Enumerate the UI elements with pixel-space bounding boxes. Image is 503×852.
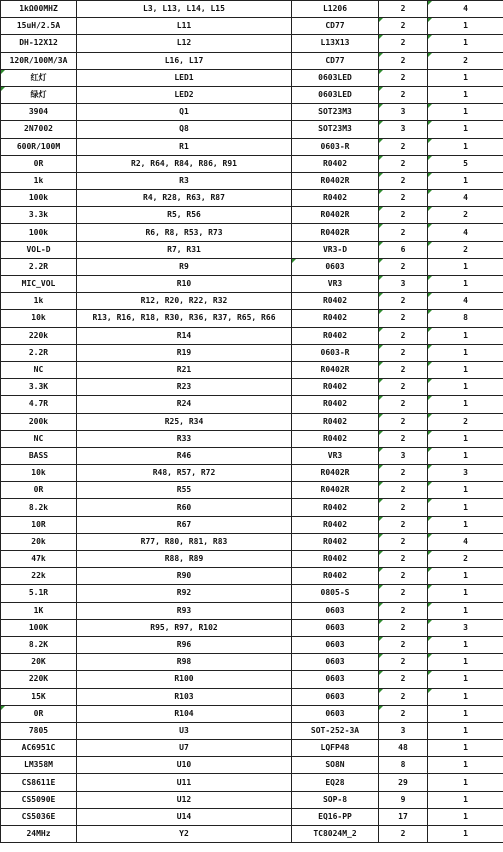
quantity-cell: 1 xyxy=(428,361,503,378)
table-row xyxy=(1,791,503,808)
designator-cell: LED2 xyxy=(77,86,292,103)
pin-count-cell: 29 xyxy=(379,774,428,791)
value-cell: 10k xyxy=(1,310,77,327)
designator-cell: U14 xyxy=(77,808,292,825)
quantity-cell: 2 xyxy=(428,551,503,568)
footprint-cell: R0402R xyxy=(292,207,379,224)
footprint-cell: R0402 xyxy=(292,413,379,430)
value-cell: 8.2k xyxy=(1,499,77,516)
value-cell: 47k xyxy=(1,551,77,568)
quantity-cell: 1 xyxy=(428,757,503,774)
footprint-cell: CD77 xyxy=(292,18,379,35)
pin-count-cell: 2 xyxy=(379,671,428,688)
table-row xyxy=(1,482,503,499)
pin-count-cell: 2 xyxy=(379,86,428,103)
footprint-cell: R0402 xyxy=(292,533,379,550)
value-cell: 24MHz xyxy=(1,826,77,843)
pin-count-cell: 2 xyxy=(379,619,428,636)
quantity-cell: 3 xyxy=(428,619,503,636)
table-row xyxy=(1,327,503,344)
table-row xyxy=(1,740,503,757)
quantity-cell: 1 xyxy=(428,705,503,722)
designator-cell: R9 xyxy=(77,258,292,275)
designator-cell: R14 xyxy=(77,327,292,344)
quantity-cell: 1 xyxy=(428,636,503,653)
pin-count-cell: 2 xyxy=(379,258,428,275)
value-cell: AC6951C xyxy=(1,740,77,757)
pin-count-cell: 2 xyxy=(379,551,428,568)
value-cell: VOL-D xyxy=(1,241,77,258)
quantity-cell: 3 xyxy=(428,465,503,482)
table-row xyxy=(1,430,503,447)
quantity-cell: 1 xyxy=(428,396,503,413)
value-cell: 2.2R xyxy=(1,344,77,361)
designator-cell: R92 xyxy=(77,585,292,602)
pin-count-cell: 2 xyxy=(379,826,428,843)
designator-cell: U10 xyxy=(77,757,292,774)
quantity-cell: 4 xyxy=(428,190,503,207)
footprint-cell: 0603-R xyxy=(292,344,379,361)
designator-cell: L12 xyxy=(77,35,292,52)
table-row xyxy=(1,585,503,602)
pin-count-cell: 48 xyxy=(379,740,428,757)
footprint-cell: 0603 xyxy=(292,688,379,705)
designator-cell: R95, R97, R102 xyxy=(77,619,292,636)
designator-cell: R23 xyxy=(77,379,292,396)
quantity-cell: 1 xyxy=(428,172,503,189)
footprint-cell: LQFP48 xyxy=(292,740,379,757)
table-row xyxy=(1,18,503,35)
pin-count-cell: 2 xyxy=(379,705,428,722)
designator-cell: R4, R28, R63, R87 xyxy=(77,190,292,207)
value-cell: 1K xyxy=(1,602,77,619)
footprint-cell: R0402 xyxy=(292,293,379,310)
footprint-cell: R0402R xyxy=(292,482,379,499)
quantity-cell: 4 xyxy=(428,224,503,241)
quantity-cell: 4 xyxy=(428,293,503,310)
quantity-cell: 1 xyxy=(428,654,503,671)
table-row xyxy=(1,207,503,224)
footprint-cell: 0603 xyxy=(292,636,379,653)
table-row xyxy=(1,121,503,138)
quantity-cell: 1 xyxy=(428,722,503,739)
quantity-cell: 1 xyxy=(428,86,503,103)
value-cell: 15uH/2.5A xyxy=(1,18,77,35)
value-cell: 0R xyxy=(1,482,77,499)
footprint-cell: R0402 xyxy=(292,516,379,533)
quantity-cell: 1 xyxy=(428,826,503,843)
footprint-cell: 0805-S xyxy=(292,585,379,602)
designator-cell: Q1 xyxy=(77,104,292,121)
designator-cell: R96 xyxy=(77,636,292,653)
designator-cell: U11 xyxy=(77,774,292,791)
table-row xyxy=(1,499,503,516)
designator-cell: R55 xyxy=(77,482,292,499)
value-cell: CS8611E xyxy=(1,774,77,791)
table-row xyxy=(1,774,503,791)
footprint-cell: SOT23M3 xyxy=(292,104,379,121)
quantity-cell: 2 xyxy=(428,413,503,430)
value-cell: 10R xyxy=(1,516,77,533)
quantity-cell: 1 xyxy=(428,774,503,791)
footprint-cell: VR3-D xyxy=(292,241,379,258)
value-cell: 100k xyxy=(1,224,77,241)
table-row xyxy=(1,86,503,103)
pin-count-cell: 3 xyxy=(379,104,428,121)
designator-cell: R67 xyxy=(77,516,292,533)
pin-count-cell: 9 xyxy=(379,791,428,808)
pin-count-cell: 2 xyxy=(379,465,428,482)
designator-cell: R25, R34 xyxy=(77,413,292,430)
designator-cell: U7 xyxy=(77,740,292,757)
pin-count-cell: 2 xyxy=(379,35,428,52)
designator-cell: R19 xyxy=(77,344,292,361)
quantity-cell: 2 xyxy=(428,207,503,224)
table-row xyxy=(1,310,503,327)
footprint-cell: 0603 xyxy=(292,602,379,619)
pin-count-cell: 2 xyxy=(379,344,428,361)
quantity-cell: 8 xyxy=(428,310,503,327)
footprint-cell: 0603-R xyxy=(292,138,379,155)
value-cell: 600R/100M xyxy=(1,138,77,155)
table-row xyxy=(1,757,503,774)
table-row xyxy=(1,224,503,241)
pin-count-cell: 2 xyxy=(379,310,428,327)
footprint-cell: 0603 xyxy=(292,671,379,688)
designator-cell: R46 xyxy=(77,447,292,464)
value-cell: 120R/100M/3A xyxy=(1,52,77,69)
bom-rows xyxy=(1,1,503,843)
quantity-cell: 4 xyxy=(428,1,503,18)
designator-cell: U3 xyxy=(77,722,292,739)
designator-cell: L16, L17 xyxy=(77,52,292,69)
footprint-cell: R0402 xyxy=(292,499,379,516)
table-row xyxy=(1,619,503,636)
table-row xyxy=(1,293,503,310)
value-cell: CS5036E xyxy=(1,808,77,825)
table-row xyxy=(1,671,503,688)
pin-count-cell: 2 xyxy=(379,533,428,550)
footprint-cell: 0603 xyxy=(292,705,379,722)
designator-cell: Y2 xyxy=(77,826,292,843)
pin-count-cell: 2 xyxy=(379,568,428,585)
table-row xyxy=(1,722,503,739)
footprint-cell: 0603 xyxy=(292,619,379,636)
pin-count-cell: 2 xyxy=(379,688,428,705)
pin-count-cell: 2 xyxy=(379,1,428,18)
quantity-cell: 1 xyxy=(428,327,503,344)
quantity-cell: 1 xyxy=(428,344,503,361)
value-cell: 5.1R xyxy=(1,585,77,602)
table-row xyxy=(1,190,503,207)
quantity-cell: 1 xyxy=(428,258,503,275)
pin-count-cell: 17 xyxy=(379,808,428,825)
table-row xyxy=(1,705,503,722)
pin-count-cell: 6 xyxy=(379,241,428,258)
pin-count-cell: 3 xyxy=(379,722,428,739)
quantity-cell: 1 xyxy=(428,447,503,464)
quantity-cell: 1 xyxy=(428,808,503,825)
value-cell: LM358M xyxy=(1,757,77,774)
pin-count-cell: 2 xyxy=(379,396,428,413)
pin-count-cell: 2 xyxy=(379,69,428,86)
value-cell: BASS xyxy=(1,447,77,464)
table-row xyxy=(1,413,503,430)
table-row xyxy=(1,636,503,653)
designator-cell: R3 xyxy=(77,172,292,189)
designator-cell: R104 xyxy=(77,705,292,722)
footprint-cell: R0402 xyxy=(292,310,379,327)
designator-cell: LED1 xyxy=(77,69,292,86)
footprint-cell: R0402R xyxy=(292,224,379,241)
designator-cell: R6, R8, R53, R73 xyxy=(77,224,292,241)
footprint-cell: R0402 xyxy=(292,379,379,396)
footprint-cell: R0402 xyxy=(292,190,379,207)
value-cell: 4.7R xyxy=(1,396,77,413)
value-cell: 100k xyxy=(1,190,77,207)
designator-cell: R60 xyxy=(77,499,292,516)
designator-cell: R5, R56 xyxy=(77,207,292,224)
footprint-cell: 0603LED xyxy=(292,69,379,86)
quantity-cell: 4 xyxy=(428,533,503,550)
value-cell: 0R xyxy=(1,155,77,172)
pin-count-cell: 2 xyxy=(379,499,428,516)
value-cell: 22k xyxy=(1,568,77,585)
pin-count-cell: 2 xyxy=(379,413,428,430)
pin-count-cell: 2 xyxy=(379,430,428,447)
table-row xyxy=(1,551,503,568)
quantity-cell: 1 xyxy=(428,104,503,121)
pin-count-cell: 2 xyxy=(379,379,428,396)
footprint-cell: TC8024M_2 xyxy=(292,826,379,843)
pin-count-cell: 2 xyxy=(379,636,428,653)
designator-cell: R93 xyxy=(77,602,292,619)
table-row xyxy=(1,568,503,585)
designator-cell: R100 xyxy=(77,671,292,688)
footprint-cell: R0402 xyxy=(292,327,379,344)
quantity-cell: 1 xyxy=(428,482,503,499)
designator-cell: R7, R31 xyxy=(77,241,292,258)
quantity-cell: 1 xyxy=(428,121,503,138)
quantity-cell: 1 xyxy=(428,69,503,86)
value-cell: 20K xyxy=(1,654,77,671)
designator-cell: Q8 xyxy=(77,121,292,138)
table-row xyxy=(1,602,503,619)
value-cell: 220K xyxy=(1,671,77,688)
footprint-cell: VR3 xyxy=(292,447,379,464)
quantity-cell: 1 xyxy=(428,585,503,602)
footprint-cell: L13X13 xyxy=(292,35,379,52)
quantity-cell: 1 xyxy=(428,568,503,585)
table-row xyxy=(1,69,503,86)
table-row xyxy=(1,826,503,843)
table-row xyxy=(1,344,503,361)
pin-count-cell: 2 xyxy=(379,138,428,155)
pin-count-cell: 2 xyxy=(379,172,428,189)
quantity-cell: 1 xyxy=(428,688,503,705)
value-cell: 10k xyxy=(1,465,77,482)
quantity-cell: 1 xyxy=(428,18,503,35)
table-row xyxy=(1,654,503,671)
quantity-cell: 1 xyxy=(428,276,503,293)
designator-cell: R33 xyxy=(77,430,292,447)
table-row xyxy=(1,533,503,550)
footprint-cell: EQ16-PP xyxy=(292,808,379,825)
designator-cell: R90 xyxy=(77,568,292,585)
quantity-cell: 1 xyxy=(428,35,503,52)
value-cell: NC xyxy=(1,430,77,447)
designator-cell: R21 xyxy=(77,361,292,378)
value-cell: 2.2R xyxy=(1,258,77,275)
footprint-cell: R0402R xyxy=(292,172,379,189)
designator-cell: R1 xyxy=(77,138,292,155)
pin-count-cell: 2 xyxy=(379,602,428,619)
designator-cell: R13, R16, R18, R30, R36, R37, R65, R66 xyxy=(77,310,292,327)
value-cell: DH-12X12 xyxy=(1,35,77,52)
table-row xyxy=(1,808,503,825)
table-row xyxy=(1,688,503,705)
value-cell: 1kΩ00MHZ xyxy=(1,1,77,18)
footprint-cell: R0402 xyxy=(292,551,379,568)
pin-count-cell: 2 xyxy=(379,18,428,35)
table-row xyxy=(1,172,503,189)
quantity-cell: 5 xyxy=(428,155,503,172)
quantity-cell: 1 xyxy=(428,499,503,516)
pin-count-cell: 2 xyxy=(379,516,428,533)
table-row xyxy=(1,379,503,396)
pin-count-cell: 3 xyxy=(379,276,428,293)
quantity-cell: 1 xyxy=(428,379,503,396)
table-row xyxy=(1,241,503,258)
pin-count-cell: 2 xyxy=(379,293,428,310)
value-cell: MIC_VOL xyxy=(1,276,77,293)
pin-count-cell: 2 xyxy=(379,361,428,378)
value-cell: 8.2K xyxy=(1,636,77,653)
value-cell: 0R xyxy=(1,705,77,722)
table-row xyxy=(1,104,503,121)
footprint-cell: EQ28 xyxy=(292,774,379,791)
value-cell: 7805 xyxy=(1,722,77,739)
designator-cell: L3, L13, L14, L15 xyxy=(77,1,292,18)
table-row xyxy=(1,396,503,413)
value-cell: CS5090E xyxy=(1,791,77,808)
quantity-cell: 1 xyxy=(428,740,503,757)
quantity-cell: 2 xyxy=(428,241,503,258)
designator-cell: U12 xyxy=(77,791,292,808)
pin-count-cell: 8 xyxy=(379,757,428,774)
footprint-cell: 0603LED xyxy=(292,86,379,103)
footprint-cell: R0402 xyxy=(292,155,379,172)
quantity-cell: 2 xyxy=(428,52,503,69)
footprint-cell: SOT23M3 xyxy=(292,121,379,138)
pin-count-cell: 2 xyxy=(379,207,428,224)
table-row xyxy=(1,35,503,52)
quantity-cell: 1 xyxy=(428,602,503,619)
quantity-cell: 1 xyxy=(428,516,503,533)
footprint-cell: 0603 xyxy=(292,258,379,275)
pin-count-cell: 3 xyxy=(379,121,428,138)
footprint-cell: CD77 xyxy=(292,52,379,69)
pin-count-cell: 2 xyxy=(379,224,428,241)
quantity-cell: 1 xyxy=(428,791,503,808)
designator-cell: R10 xyxy=(77,276,292,293)
value-cell: 1k xyxy=(1,293,77,310)
footprint-cell: R0402R xyxy=(292,361,379,378)
value-cell: 3.3k xyxy=(1,207,77,224)
designator-cell: L11 xyxy=(77,18,292,35)
pin-count-cell: 2 xyxy=(379,327,428,344)
quantity-cell: 1 xyxy=(428,138,503,155)
pin-count-cell: 2 xyxy=(379,654,428,671)
footprint-cell: SOT-252-3A xyxy=(292,722,379,739)
value-cell: 3.3K xyxy=(1,379,77,396)
footprint-cell: VR3 xyxy=(292,276,379,293)
pin-count-cell: 2 xyxy=(379,482,428,499)
designator-cell: R103 xyxy=(77,688,292,705)
pin-count-cell: 2 xyxy=(379,52,428,69)
value-cell: 2N7002 xyxy=(1,121,77,138)
value-cell: 100K xyxy=(1,619,77,636)
footprint-cell: SOP-8 xyxy=(292,791,379,808)
footprint-cell: R0402 xyxy=(292,568,379,585)
footprint-cell: SO8N xyxy=(292,757,379,774)
table-row xyxy=(1,155,503,172)
pin-count-cell: 2 xyxy=(379,155,428,172)
value-cell: NC xyxy=(1,361,77,378)
footprint-cell: R0402 xyxy=(292,396,379,413)
table-row xyxy=(1,138,503,155)
designator-cell: R77, R80, R81, R83 xyxy=(77,533,292,550)
value-cell: 1k xyxy=(1,172,77,189)
value-cell: 绿灯 xyxy=(1,86,77,103)
quantity-cell: 1 xyxy=(428,671,503,688)
table-row xyxy=(1,516,503,533)
table-row xyxy=(1,447,503,464)
designator-cell: R48, R57, R72 xyxy=(77,465,292,482)
designator-cell: R88, R89 xyxy=(77,551,292,568)
value-cell: 220k xyxy=(1,327,77,344)
footprint-cell: 0603 xyxy=(292,654,379,671)
table-row xyxy=(1,1,503,18)
pin-count-cell: 2 xyxy=(379,585,428,602)
designator-cell: R12, R20, R22, R32 xyxy=(77,293,292,310)
designator-cell: R2, R64, R84, R86, R91 xyxy=(77,155,292,172)
pin-count-cell: 3 xyxy=(379,447,428,464)
value-cell: 20k xyxy=(1,533,77,550)
value-cell: 3904 xyxy=(1,104,77,121)
pin-count-cell: 2 xyxy=(379,190,428,207)
quantity-cell: 1 xyxy=(428,430,503,447)
table-row xyxy=(1,361,503,378)
footprint-cell: L1206 xyxy=(292,1,379,18)
value-cell: 15K xyxy=(1,688,77,705)
value-cell: 200k xyxy=(1,413,77,430)
value-cell: 红灯 xyxy=(1,69,77,86)
table-row xyxy=(1,465,503,482)
table-row xyxy=(1,276,503,293)
table-row xyxy=(1,52,503,69)
footprint-cell: R0402 xyxy=(292,430,379,447)
designator-cell: R98 xyxy=(77,654,292,671)
designator-cell: R24 xyxy=(77,396,292,413)
table-row xyxy=(1,258,503,275)
footprint-cell: R0402R xyxy=(292,465,379,482)
